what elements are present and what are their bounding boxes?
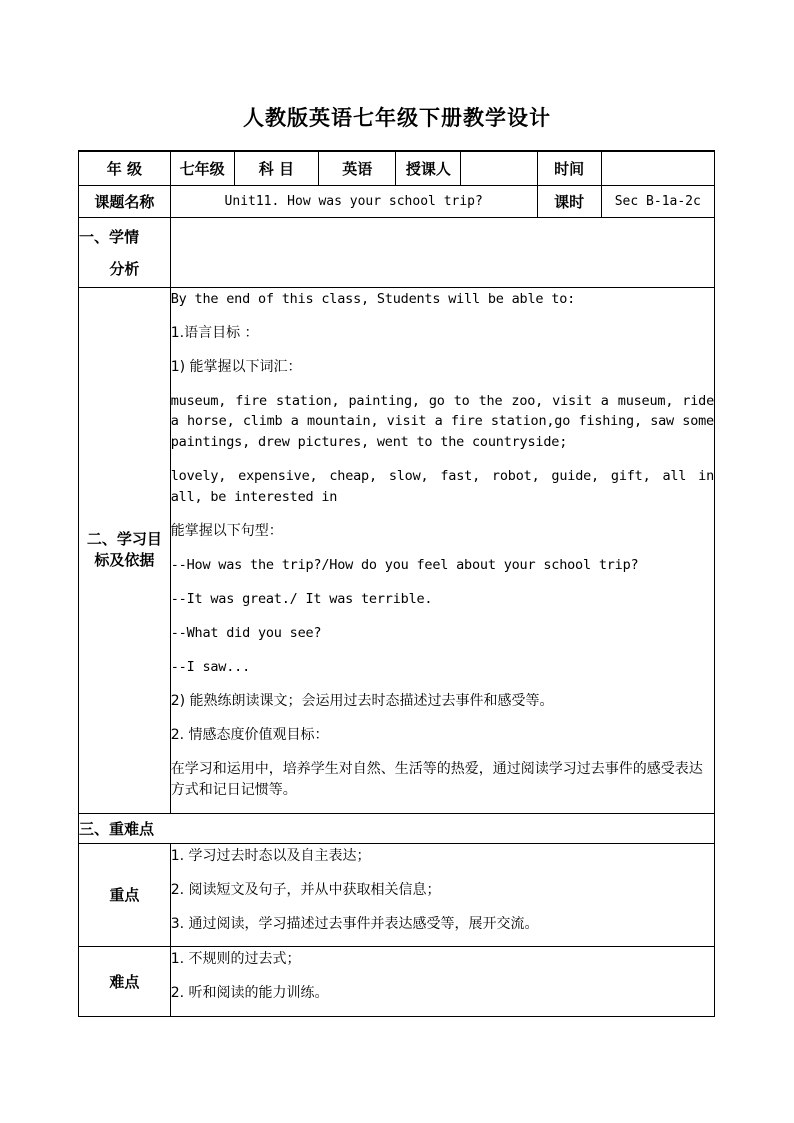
key-difficult-heading: 三、重难点 — [79, 813, 715, 843]
reading-goal: 2) 能熟练朗读课文；会运用过去时态描述过去事件和感受等。 — [170, 693, 554, 709]
subject-label: 科 目 — [234, 151, 319, 185]
emotion-goal-text: 在学习和运用中，培养学生对自然、生活等的热爱，通过阅读学习过去事件的感受表达方式和记日记惯等。 — [170, 761, 703, 798]
time-value — [601, 151, 714, 185]
difficult-points-label: 难点 — [79, 946, 171, 1016]
learner-analysis-label-line2: 分析 — [109, 259, 140, 278]
topic-row — [79, 185, 715, 217]
key-point-item: 3. 通过阅读，学习描述过去事件并表达感受等，展开交流。 — [170, 915, 539, 932]
emotion-goal-heading: 2. 情感态度价值观目标： — [170, 727, 329, 743]
key-point-item: 2. 阅读短文及句子，并从中获取相关信息； — [170, 881, 441, 898]
grade-value: 七年级 — [170, 151, 234, 185]
learner-analysis-content — [170, 217, 714, 287]
lesson-plan-table — [78, 150, 715, 1017]
objectives-label: 二、学习目标及依据 — [79, 287, 171, 813]
objectives-content — [170, 287, 714, 813]
learner-analysis-label-line1: 一、学情 — [79, 227, 140, 246]
key-point-item: 1. 学习过去时态以及自主表达； — [170, 847, 371, 864]
header-row — [79, 151, 715, 185]
learner-analysis-row — [79, 217, 715, 287]
topic-value: Unit11. How was your school trip? — [170, 185, 537, 217]
difficult-points-row — [79, 946, 715, 1016]
key-difficult-heading-row — [79, 813, 715, 843]
vocab-list-2: lovely, expensive, cheap, slow, fast, robot, guide, gift, all in all, be interested in — [170, 468, 714, 505]
language-goal-heading: 1.语言目标 ： — [170, 324, 259, 341]
period-label: 课时 — [537, 185, 601, 217]
sentence-1: --How was the trip?/How do you feel about your school trip? — [170, 557, 639, 573]
teacher-label: 授课人 — [396, 151, 461, 185]
grade-label: 年 级 — [79, 151, 171, 185]
period-value: Sec B-1a-2c — [601, 185, 714, 217]
vocab-heading: 1) 能掌握以下词汇： — [170, 358, 302, 375]
key-points-row — [79, 843, 715, 946]
sentence-heading: 能掌握以下句型： — [170, 523, 283, 539]
teacher-value — [461, 151, 537, 185]
key-points-content — [170, 843, 714, 946]
key-points-label: 重点 — [79, 843, 171, 946]
sentence-4: --I saw... — [170, 659, 251, 675]
difficult-point-item: 2. 听和阅读的能力训练。 — [170, 984, 329, 1001]
topic-label: 课题名称 — [79, 185, 171, 217]
time-label: 时间 — [537, 151, 601, 185]
subject-value: 英语 — [319, 151, 396, 185]
vocab-list-1: museum, fire station, painting, go to the zoo, visit a museum, ride a horse, climb a mountain, visit a fire station,go fishing, saw some paintings, drew pictures, went to the countryside; — [170, 392, 714, 450]
difficult-point-item: 1. 不规则的过去式； — [170, 950, 301, 967]
sentence-3: --What did you see? — [170, 625, 322, 641]
sentence-2: --It was great./ It was terrible. — [170, 591, 433, 607]
learner-analysis-label — [79, 217, 171, 287]
document-title: 人教版英语七年级下册教学设计 — [243, 106, 551, 130]
difficult-points-content — [170, 946, 714, 1016]
objectives-intro: By the end of this class, Students will be able to: — [170, 290, 576, 307]
objectives-row — [79, 287, 715, 813]
